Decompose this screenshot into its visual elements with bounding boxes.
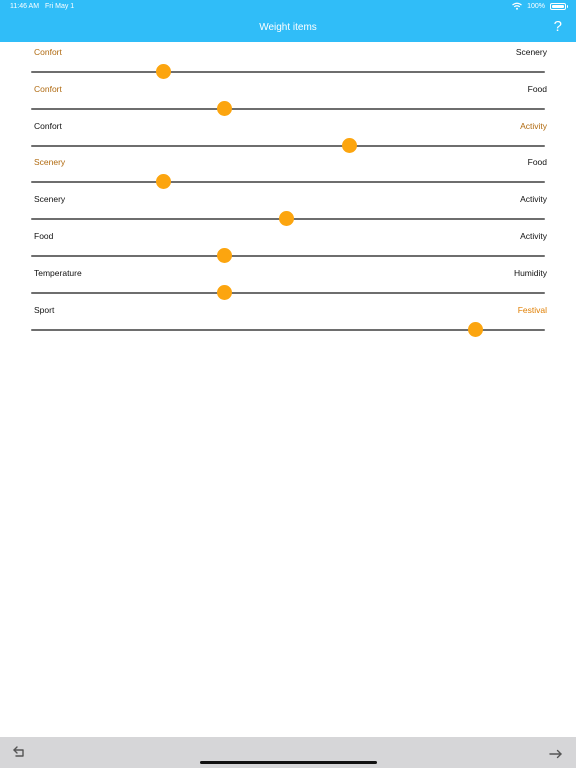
navigation-bar xyxy=(0,0,576,42)
return-arrow-icon[interactable] xyxy=(13,745,27,763)
bottom-toolbar xyxy=(0,737,576,768)
slider-left-label: Scenery xyxy=(34,157,66,168)
slider-track[interactable] xyxy=(31,218,545,220)
slider-left-label: Confort xyxy=(34,47,62,57)
home-indicator xyxy=(200,761,377,764)
slider-list xyxy=(0,42,576,336)
battery-icon xyxy=(550,3,566,10)
slider-right-label: Festival xyxy=(517,304,547,315)
slider-right-label: Activity xyxy=(520,194,547,205)
slider-left-label: Scenery xyxy=(34,194,66,205)
slider-thumb[interactable] xyxy=(156,64,171,79)
slider-row-scenery-food xyxy=(0,152,576,189)
slider-track[interactable] xyxy=(31,329,545,331)
slider-thumb[interactable] xyxy=(468,322,483,337)
status-time: 11:46 AM xyxy=(10,3,40,10)
slider-right-label: Activity xyxy=(520,230,547,241)
slider-track[interactable] xyxy=(31,108,545,110)
slider-right-label: Food xyxy=(527,83,547,94)
slider-thumb[interactable] xyxy=(342,138,357,153)
slider-row-temperature-humidity xyxy=(0,263,576,300)
slider-thumb[interactable] xyxy=(217,285,232,300)
slider-row-sport-festival xyxy=(0,300,576,337)
slider-right-label: Scenery xyxy=(515,47,547,57)
slider-track[interactable] xyxy=(31,71,545,73)
slider-track[interactable] xyxy=(31,255,545,257)
slider-row-scenery-activity xyxy=(0,189,576,226)
slider-thumb[interactable] xyxy=(156,174,171,189)
slider-left-label: Confort xyxy=(34,83,62,94)
slider-thumb[interactable] xyxy=(279,211,294,226)
slider-track[interactable] xyxy=(31,292,545,294)
status-date: Fri May 1 xyxy=(45,3,75,10)
slider-row-confort-food xyxy=(0,79,576,116)
slider-track[interactable] xyxy=(31,181,545,183)
slider-left-label: Confort xyxy=(34,120,62,131)
slider-left-label: Food xyxy=(34,230,54,241)
wifi-icon xyxy=(512,2,522,10)
slider-left-label: Temperature xyxy=(34,267,82,278)
slider-thumb[interactable] xyxy=(217,248,232,263)
slider-right-label: Activity xyxy=(520,120,547,131)
battery-percent: 100% xyxy=(527,2,545,10)
slider-row-confort-scenery xyxy=(0,42,576,79)
slider-row-food-activity xyxy=(0,226,576,263)
status-indicators xyxy=(512,2,566,10)
slider-right-label: Humidity xyxy=(513,267,547,278)
slider-right-label: Food xyxy=(527,157,547,168)
slider-track[interactable] xyxy=(31,145,545,147)
right-arrow-icon[interactable] xyxy=(549,746,563,764)
help-button[interactable]: ? xyxy=(553,18,562,35)
page-title: Weight items xyxy=(259,22,317,33)
slider-thumb[interactable] xyxy=(217,101,232,116)
slider-row-confort-activity xyxy=(0,116,576,153)
slider-left-label: Sport xyxy=(34,304,55,315)
